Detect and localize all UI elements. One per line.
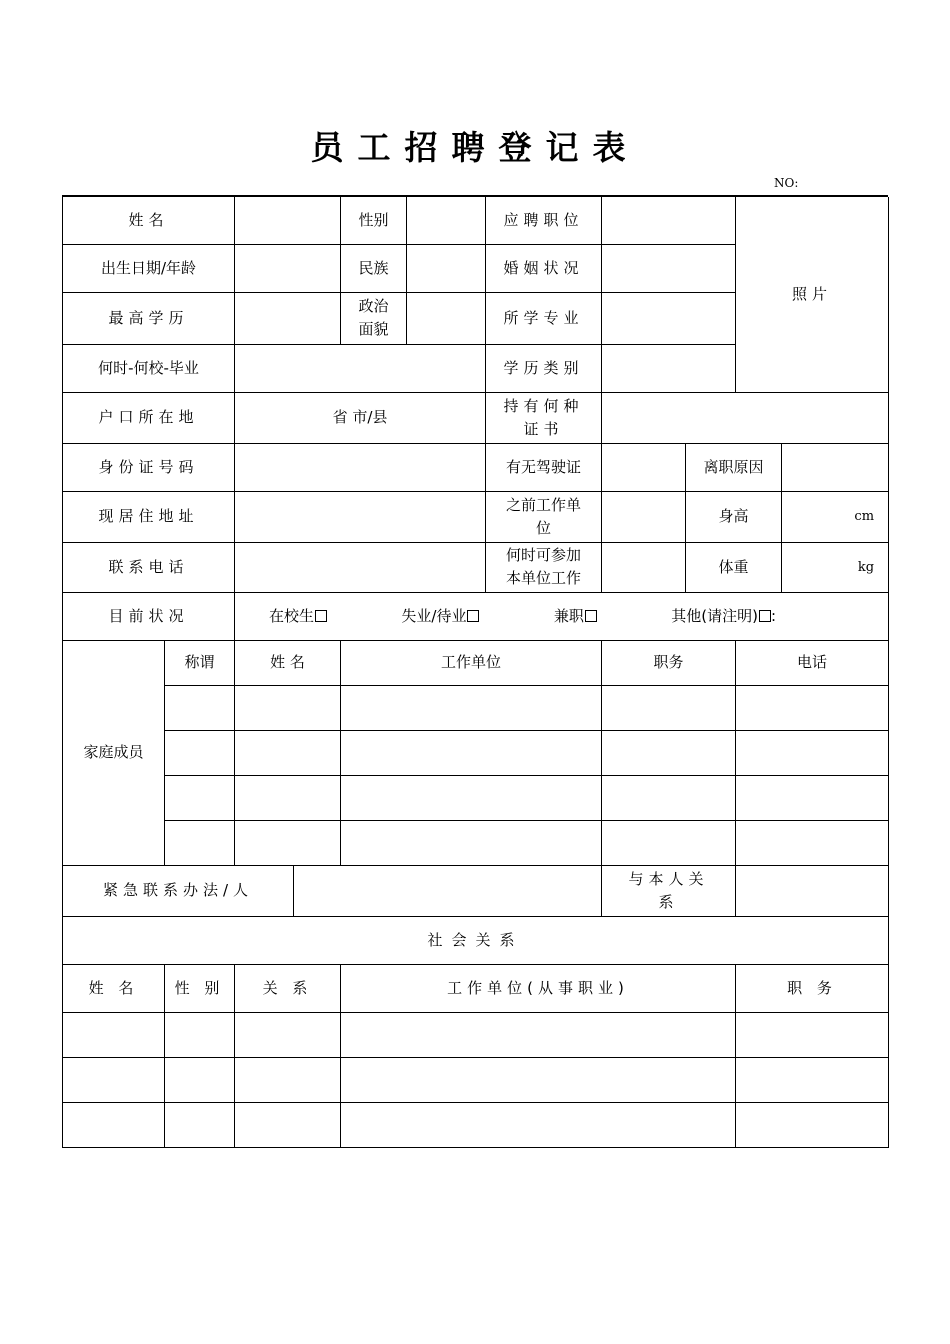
- status-option-other[interactable]: [671, 605, 776, 628]
- status-options: [235, 592, 889, 640]
- social-cell[interactable]: [63, 1102, 165, 1147]
- gender-label: 性别: [341, 197, 407, 244]
- prev-employer-label-line1: 之前工作单: [506, 495, 582, 514]
- social-header-relation: 关 系: [235, 964, 341, 1012]
- social-cell[interactable]: [63, 1012, 165, 1057]
- family-header-position: 职务: [602, 640, 736, 685]
- form-title: 员工招聘登记表: [310, 128, 640, 167]
- form-number-label: NO:: [774, 176, 799, 190]
- prev-employer-label-line2: 位: [536, 518, 552, 537]
- address-field[interactable]: [235, 491, 486, 542]
- family-cell[interactable]: [602, 820, 736, 865]
- weight-field[interactable]: kg: [782, 542, 889, 592]
- prev-employer-field[interactable]: [602, 491, 686, 542]
- family-cell[interactable]: [736, 775, 889, 820]
- table-row: [63, 1102, 889, 1147]
- social-cell[interactable]: [736, 1102, 889, 1147]
- social-section-title: 社会关系: [63, 916, 889, 964]
- family-cell[interactable]: [341, 730, 602, 775]
- family-label: 家庭成员: [63, 640, 165, 865]
- family-cell[interactable]: [235, 730, 341, 775]
- status-option-student[interactable]: [269, 605, 327, 628]
- certificate-label-line1: 持有何种: [503, 396, 584, 415]
- registration-table: [62, 197, 889, 1148]
- social-cell[interactable]: [736, 1012, 889, 1057]
- height-label: 身高: [686, 491, 782, 542]
- status-option-label: 在校生: [269, 606, 315, 625]
- edu-type-label: 学历类别: [486, 344, 602, 392]
- family-cell[interactable]: [165, 730, 235, 775]
- social-cell[interactable]: [165, 1102, 235, 1147]
- emergency-label: 紧急联系办法/人: [63, 865, 294, 916]
- status-option-label: 失业/待业: [401, 606, 467, 625]
- family-cell[interactable]: [341, 685, 602, 730]
- family-cell[interactable]: [235, 685, 341, 730]
- political-label: [341, 292, 407, 344]
- family-cell[interactable]: [736, 820, 889, 865]
- prev-employer-label: [486, 491, 602, 542]
- political-field[interactable]: [407, 292, 486, 344]
- status-option-unemployed[interactable]: [401, 605, 479, 628]
- social-cell[interactable]: [235, 1102, 341, 1147]
- checkbox-icon[interactable]: [467, 610, 479, 622]
- position-field[interactable]: [602, 197, 736, 244]
- status-option-label: 其他(请注明): [671, 606, 758, 625]
- birth-age-field[interactable]: [235, 244, 341, 292]
- family-cell[interactable]: [165, 775, 235, 820]
- address-label: 现居住地址: [63, 491, 235, 542]
- family-cell[interactable]: [736, 685, 889, 730]
- certificate-field[interactable]: [602, 392, 889, 443]
- social-cell[interactable]: [235, 1012, 341, 1057]
- checkbox-icon[interactable]: [585, 610, 597, 622]
- table-row: [63, 775, 889, 820]
- table-row: [63, 1057, 889, 1102]
- status-option-label: 兼职: [553, 606, 584, 625]
- table-row: [63, 730, 889, 775]
- ethnicity-field[interactable]: [407, 244, 486, 292]
- education-label: 最高学历: [63, 292, 235, 344]
- checkbox-icon[interactable]: [315, 610, 327, 622]
- political-label-line2: 面貌: [358, 320, 389, 338]
- family-cell[interactable]: [235, 775, 341, 820]
- family-cell[interactable]: [602, 775, 736, 820]
- family-cell[interactable]: [165, 820, 235, 865]
- start-date-field[interactable]: [602, 542, 686, 592]
- family-cell[interactable]: [602, 730, 736, 775]
- family-header-title: 称谓: [165, 640, 235, 685]
- social-header-name: 姓 名: [63, 964, 165, 1012]
- name-label: 姓名: [63, 197, 235, 244]
- status-other-colon: :: [770, 606, 777, 625]
- family-header-employer: 工作单位: [341, 640, 602, 685]
- id-number-label: 身份证号码: [63, 443, 235, 491]
- family-cell[interactable]: [165, 685, 235, 730]
- relation-label: [602, 865, 736, 916]
- social-cell[interactable]: [341, 1012, 736, 1057]
- relation-label-line1: 与本人关: [628, 869, 709, 888]
- family-header-name: 姓 名: [235, 640, 341, 685]
- hukou-field[interactable]: 省 市/县: [235, 392, 486, 443]
- driver-license-field[interactable]: [602, 443, 686, 491]
- social-cell[interactable]: [63, 1057, 165, 1102]
- relation-label-line2: 系: [658, 892, 679, 911]
- social-header-gender: 性 别: [165, 964, 235, 1012]
- social-header-employer: 工作单位(从事职业): [341, 964, 736, 1012]
- gender-field[interactable]: [407, 197, 486, 244]
- start-date-label: [486, 542, 602, 592]
- social-cell[interactable]: [341, 1057, 736, 1102]
- position-label: 应聘职位: [486, 197, 602, 244]
- name-field[interactable]: [235, 197, 341, 244]
- family-cell[interactable]: [341, 820, 602, 865]
- phone-label: 联系电话: [63, 542, 235, 592]
- birth-age-label: 出生日期/年龄: [63, 244, 235, 292]
- family-cell[interactable]: [736, 730, 889, 775]
- status-label: 目前状况: [63, 592, 235, 640]
- driver-license-label: 有无驾驶证: [486, 443, 602, 491]
- resign-reason-field[interactable]: [782, 443, 889, 491]
- social-cell[interactable]: [165, 1012, 235, 1057]
- social-cell[interactable]: [341, 1102, 736, 1147]
- graduation-field[interactable]: [235, 344, 486, 392]
- weight-label: 体重: [686, 542, 782, 592]
- relation-field[interactable]: [736, 865, 889, 916]
- family-cell[interactable]: [235, 820, 341, 865]
- social-cell[interactable]: [235, 1057, 341, 1102]
- education-field[interactable]: [235, 292, 341, 344]
- start-date-label-line2: 本单位工作: [506, 569, 582, 587]
- hukou-label: 户口所在地: [63, 392, 235, 443]
- family-cell[interactable]: [341, 775, 602, 820]
- marital-field[interactable]: [602, 244, 736, 292]
- table-row: [63, 1012, 889, 1057]
- emergency-field[interactable]: [294, 865, 602, 916]
- social-cell[interactable]: [165, 1057, 235, 1102]
- checkbox-icon[interactable]: [759, 610, 771, 622]
- status-option-parttime[interactable]: [554, 605, 597, 628]
- major-label: 所学专业: [486, 292, 602, 344]
- social-header-position: 职 务: [736, 964, 889, 1012]
- id-number-field[interactable]: [235, 443, 486, 491]
- certificate-label-line2: 证书: [523, 419, 564, 438]
- table-row: [63, 685, 889, 730]
- phone-field[interactable]: [235, 542, 486, 592]
- resign-reason-label: 离职原因: [686, 443, 782, 491]
- social-cell[interactable]: [736, 1057, 889, 1102]
- family-header-phone: 电话: [736, 640, 889, 685]
- table-row: [63, 820, 889, 865]
- family-cell[interactable]: [602, 685, 736, 730]
- major-field[interactable]: [602, 292, 736, 344]
- photo-box[interactable]: 照片: [736, 197, 889, 392]
- ethnicity-label: 民族: [341, 244, 407, 292]
- graduation-label: 何时-何校-毕业: [63, 344, 235, 392]
- political-label-line1: 政治: [358, 297, 389, 315]
- start-date-label-line1: 何时可参加: [506, 546, 582, 564]
- height-field[interactable]: cm: [782, 491, 889, 542]
- edu-type-field[interactable]: [602, 344, 736, 392]
- marital-label: 婚姻状况: [486, 244, 602, 292]
- certificate-label: [486, 392, 602, 443]
